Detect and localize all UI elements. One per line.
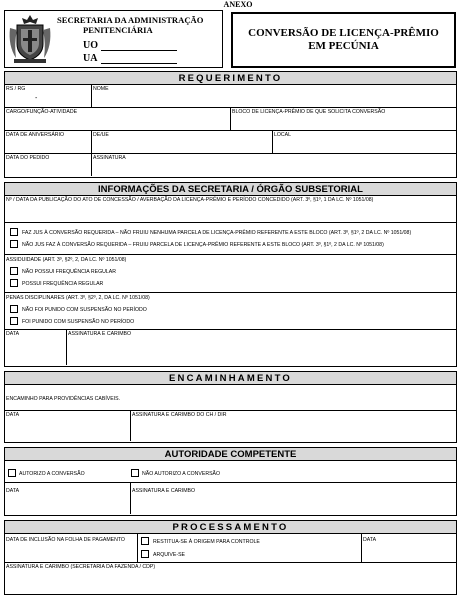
section-header-informacoes: INFORMAÇÕES DA SECRETARIA / ÓRGÃO SUBSETORIAL <box>4 182 457 196</box>
info-data-label: DATA <box>6 331 20 337</box>
rs-rg-cell[interactable] <box>5 85 92 108</box>
aniversario-cell[interactable] <box>5 131 92 154</box>
enc-assinatura-label: ASSINATURA E CARIMBO DO CH / DIR <box>132 412 227 418</box>
encaminho-text: ENCAMINHO PARA PROVIDÊNCIAS CABÍVEIS. <box>6 396 121 402</box>
state-coat-of-arms-logo <box>8 14 52 64</box>
assinatura-label: ASSINATURA <box>93 155 126 161</box>
cargo-cell[interactable] <box>5 108 231 131</box>
de-ue-cell[interactable] <box>92 131 273 154</box>
uo-label: UO <box>83 40 98 51</box>
aut-assinatura-label: ASSINATURA E CARIMBO <box>132 488 196 494</box>
encaminho-cell <box>5 385 456 411</box>
section-header-encaminhamento: ENCAMINHAMENTO <box>4 371 457 385</box>
rs-rg-dash: - <box>35 95 38 102</box>
proc-data-cell[interactable] <box>362 534 456 563</box>
rs-rg-label: RS / RG <box>6 86 26 92</box>
possui-checkbox[interactable] <box>10 279 18 287</box>
nome-label: NOME <box>93 86 109 92</box>
annex-label: ANEXO <box>223 0 253 9</box>
bloco-label: BLOCO DE LICENÇA-PRÊMIO DE QUE SOLICITA CONVERSÃO <box>232 109 386 115</box>
informacoes-block <box>4 196 457 367</box>
info-assinatura-label: ASSINATURA E CARIMBO <box>68 331 132 337</box>
section-header-requerimento: REQUERIMENTO <box>4 71 457 85</box>
section-header-processamento: PROCESSAMENTO <box>4 520 457 534</box>
nao-autorizo-label: NÃO AUTORIZO A CONVERSÃO <box>142 471 221 477</box>
enc-assinatura-cell[interactable] <box>131 411 456 441</box>
autorizo-label: AUTORIZO A CONVERSÃO <box>19 471 85 477</box>
section-header-autoridade: AUTORIDADE COMPETENTE <box>4 447 457 461</box>
form-title-box <box>231 12 456 68</box>
autorizo-checkbox[interactable] <box>8 469 16 477</box>
nao-punido-checkbox[interactable] <box>10 305 18 313</box>
punido-label: FOI PUNIDO COM SUSPENSÃO NO PERÍODO <box>22 319 135 325</box>
ua-field[interactable] <box>101 53 177 64</box>
data-pedido-label: DATA DO PEDIDO <box>6 155 50 161</box>
info-assinatura-cell[interactable] <box>67 330 456 365</box>
inclusao-cell[interactable] <box>5 534 138 563</box>
processamento-block <box>4 534 457 595</box>
divider <box>5 292 456 293</box>
proc-data-label: DATA <box>363 537 377 543</box>
autoridade-block <box>4 461 457 516</box>
de-ue-label: DE/UE <box>93 132 109 138</box>
nao-faz-jus-label: NÃO JUS FAZ À CONVERSÃO REQUERIDA – FRUIU PARCELA DE LICENÇA-PRÊMIO REFERENTE A ESTE BLOCO (ART. 3º, §1º, 2 DA LC. Nº 1051/08) <box>22 242 384 248</box>
ua-label: UA <box>83 53 98 64</box>
arquive-checkbox[interactable] <box>141 550 149 558</box>
enc-data-label: DATA <box>6 412 20 418</box>
nao-possui-label: NÃO POSSUI FREQUÊNCIA REGULAR <box>22 269 116 275</box>
aut-assinatura-cell[interactable] <box>131 483 456 514</box>
org-name-line1: SECRETARIA DA ADMINISTRAÇÃO <box>57 15 204 25</box>
assiduidade-label: ASSIDUIDADE (ART. 3º, §2º, 2, DA LC. Nº 1051/08) <box>6 257 127 263</box>
proc-assinatura-cell[interactable] <box>5 563 456 593</box>
nao-autorizo-checkbox[interactable] <box>131 469 139 477</box>
encaminhamento-block <box>4 385 457 443</box>
restitua-label: RESTITUA-SE À ORIGEM PARA CONTROLE <box>153 539 260 545</box>
proc-assinatura-label: ASSINATURA E CARIMBO (SECRETARIA DA FAZENDA / CDP) <box>6 564 156 570</box>
local-label: LOCAL <box>274 132 292 138</box>
uo-field[interactable] <box>101 40 177 51</box>
enc-data-cell[interactable] <box>5 411 131 441</box>
arquive-label: ARQUIVE-SE <box>153 552 185 558</box>
possui-label: POSSUI FREQUÊNCIA REGULAR <box>22 281 104 287</box>
aniversario-label: DATA DE ANIVERSÁRIO <box>6 132 65 138</box>
inclusao-label: DATA DE INCLUSÃO NA FOLHA DE PAGAMENTO <box>6 537 125 543</box>
nome-cell[interactable] <box>92 85 456 108</box>
nao-punido-label: NÃO FOI PUNIDO COM SUSPENSÃO NO PERÍODO <box>22 307 147 313</box>
punido-checkbox[interactable] <box>10 317 18 325</box>
header-org-box <box>4 10 223 68</box>
restitua-checkbox[interactable] <box>141 537 149 545</box>
nao-possui-checkbox[interactable] <box>10 267 18 275</box>
divider <box>5 254 456 255</box>
faz-jus-checkbox[interactable] <box>10 228 18 236</box>
faz-jus-label: FAZ JUS À CONVERSÃO REQUERIDA – NÃO FRUIU NENHUMA PARCELA DE LICENÇA-PRÊMIO REFERENTE A ESTE BLOCO (ART. 3º, §1º, 2 DA LC. Nº 1051/08) <box>22 230 412 236</box>
cargo-label: CARGO/FUNÇÃO-ATIVIDADE <box>6 109 78 115</box>
aut-data-cell[interactable] <box>5 483 131 514</box>
publicacao-label: Nº / DATA DA PUBLICAÇÃO DO ATO DE CONCESSÃO / AVERBAÇÃO DA LICENÇA-PRÊMIO E PERÍODO CONCEDIDO (ART. 3º, §1º, 1 DA LC. Nº 1051/08) <box>6 197 374 203</box>
form-title-line1: CONVERSÃO DE LICENÇA-PRÊMIO <box>248 27 439 39</box>
form-title-line2: EM PECÚNIA <box>308 40 379 52</box>
info-data-cell[interactable] <box>5 330 67 365</box>
local-cell[interactable] <box>273 131 456 154</box>
aut-data-label: DATA <box>6 488 20 494</box>
penas-label: PENAS DISCIPLINARES (ART. 3º, §2º, 2, DA LC. Nº 1051/08) <box>6 295 150 301</box>
publicacao-cell[interactable] <box>5 196 456 223</box>
nao-faz-jus-checkbox[interactable] <box>10 240 18 248</box>
requerimento-grid <box>4 85 457 178</box>
org-name-line2: PENITENCIÁRIA <box>83 25 153 35</box>
bloco-cell[interactable] <box>231 108 456 131</box>
data-pedido-cell[interactable] <box>5 154 92 176</box>
assinatura-cell[interactable] <box>92 154 456 176</box>
